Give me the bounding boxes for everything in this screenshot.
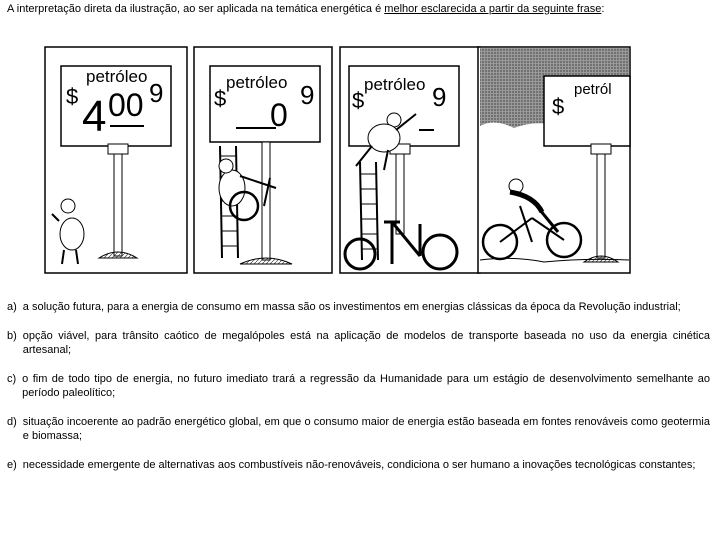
option-c[interactable] [7, 372, 710, 400]
option-text: o fim de todo tipo de energia, no futuro imediato trará a regressão da Humanidade para um estágio de desenvolvimento semelhante ao período paleolítico; [22, 373, 710, 399]
option-letter: a) [7, 301, 17, 313]
answer-options [7, 300, 710, 487]
price-digit: 4 [82, 92, 107, 141]
dollar-sign: $ [66, 84, 79, 109]
price-superscript: 9 [432, 82, 447, 112]
sign-word: petról [574, 81, 612, 98]
comic-strip [44, 46, 632, 274]
option-text: situação incoerente ao padrão energético global, em que o consumo maior de energia estão baseada em fontes renováveis como geotermia e biomassa; [22, 416, 710, 442]
option-text: opção viável, para trânsito caótico de megalópoles está na aplicação de modelos de transporte baseada no uso da energia cinética artesanal; [22, 330, 710, 356]
option-d[interactable] [7, 415, 710, 443]
price-superscript: 9 [300, 80, 315, 110]
option-letter: c) [7, 373, 17, 385]
option-text: necessidade emergente de alternativas aos combustíveis não-renováveis, condiciona o ser humano a inovações tecnológicas constantes; [22, 459, 696, 471]
price-cents: 00 [108, 87, 144, 123]
option-e[interactable] [7, 458, 710, 472]
option-a[interactable] [7, 300, 710, 314]
dollar-sign: $ [352, 88, 365, 113]
option-text: a solução futura, para a energia de consumo em massa são os investimentos em energias clássicas da época da Revolução industrial; [22, 301, 681, 313]
sign-word: petróleo [86, 67, 148, 86]
option-letter: b) [7, 330, 17, 342]
sign-word: petróleo [364, 75, 426, 94]
price-superscript: 9 [149, 78, 164, 108]
question-highlight: melhor esclarecida a partir da seguinte frase [384, 3, 602, 15]
option-b[interactable] [7, 329, 710, 357]
comic-panel-1 [45, 47, 187, 273]
sign-word: petróleo [226, 73, 288, 92]
price-cents: 0 [270, 97, 288, 133]
dollar-sign: $ [552, 94, 565, 119]
question-suffix: : [601, 3, 605, 15]
option-letter: e) [7, 459, 17, 471]
comic-panel-2 [194, 47, 332, 273]
dollar-sign: $ [214, 86, 227, 111]
option-letter: d) [7, 416, 17, 428]
comic-panel-4 [478, 47, 630, 273]
question-prefix: A interpretação direta da ilustração, ao ser aplicada na temática energética é [7, 3, 385, 15]
comic-panel-3 [340, 47, 480, 273]
question-stem [7, 2, 713, 16]
